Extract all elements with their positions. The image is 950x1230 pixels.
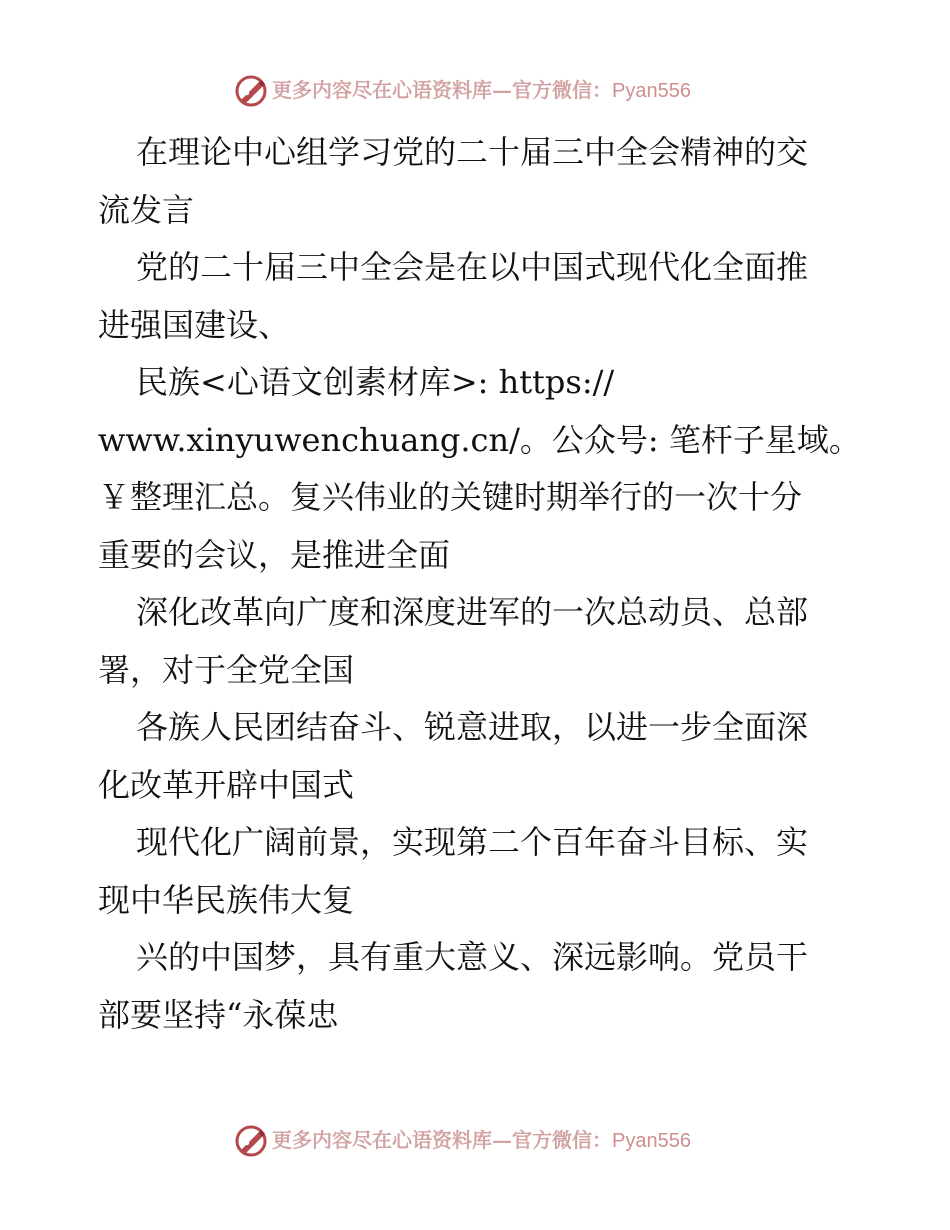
pen-logo-icon	[234, 1124, 268, 1158]
document-body	[98, 124, 861, 1044]
text-line: 民族<心语文创素材库>: https://	[136, 363, 615, 401]
text-line: 党的二十届三中全会是在以中国式现代化全面推	[136, 248, 809, 286]
footer-banner-text: 更多内容尽在心语资料库—官方微信：Pyan556	[272, 1128, 691, 1152]
header-banner	[0, 70, 950, 110]
text-line: 部要坚持“永葆忠	[98, 995, 339, 1034]
pen-logo-icon	[234, 74, 268, 108]
header-banner-text: 更多内容尽在心语资料库—官方微信：Pyan556	[272, 78, 691, 102]
text-line: 兴的中国梦，具有重大意义、深远影响。党员干	[136, 938, 809, 976]
text-line: 深化改革向广度和深度进军的一次总动员、总部	[136, 593, 809, 631]
text-line: 进强国建设、	[98, 305, 291, 344]
text-line: 现中华民族伟大复	[98, 880, 355, 919]
text-line: 流发言	[98, 190, 195, 229]
text-line: ￥整理汇总。复兴伟业的关键时期举行的一次十分	[98, 478, 803, 516]
wechat-id: Pyan556	[612, 1130, 691, 1152]
text-line: 署，对于全党全国	[98, 650, 355, 689]
footer-banner	[0, 1120, 950, 1160]
text-line: 重要的会议，是推进全面	[98, 535, 451, 574]
text-line: www.xinyuwenchuang.cn/。公众号: 笔杆子星域。	[98, 420, 861, 459]
wechat-id: Pyan556	[612, 80, 691, 102]
text-line: 在理论中心组学习党的二十届三中全会精神的交	[136, 133, 809, 171]
text-line: 各族人民团结奋斗、锐意进取，以进一步全面深	[136, 708, 809, 746]
text-line: 现代化广阔前景，实现第二个百年奋斗目标、实	[136, 823, 809, 861]
text-line: 化改革开辟中国式	[98, 765, 355, 804]
